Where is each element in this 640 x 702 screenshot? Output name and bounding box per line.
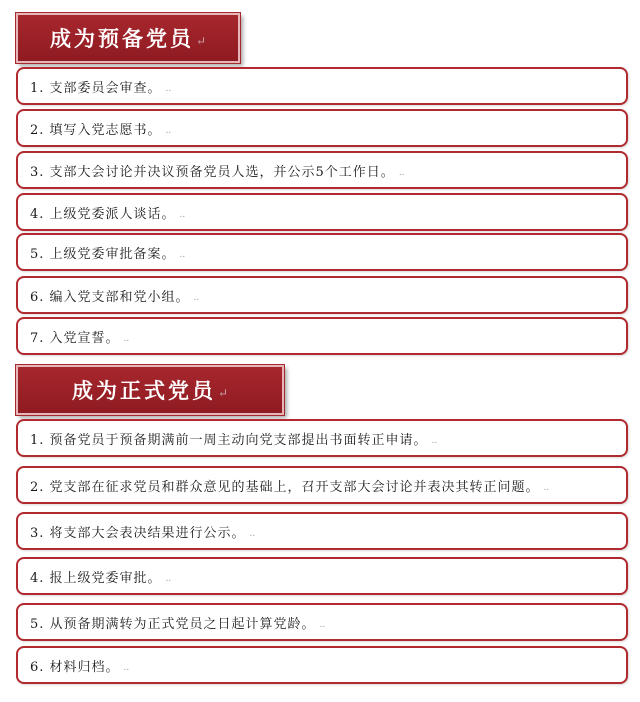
section-title-text: 成为预备党员 [49,26,194,51]
step-text: 2. 填写入党志愿书。 [30,122,162,138]
list-item [16,419,628,457]
list-item [16,193,628,231]
step-end-mark: .. [431,436,438,446]
section-title-text: 成为正式党员 [71,378,216,403]
step-text: 4. 上级党委派人谈话。 [30,206,176,222]
paragraph-mark: ↵ [195,34,207,48]
step-text: 2. 党支部在征求党员和群众意见的基础上，召开支部大会讨论并表决其转正问题。 [30,479,540,495]
list-item [16,67,628,105]
step-text: 4. 报上级党委审批。 [30,570,162,586]
step-text: 6. 编入党支部和党小组。 [30,289,190,305]
list-item [16,512,628,550]
step-end-mark: .. [249,529,256,539]
step-text: 5. 从预备期满转为正式党员之日起计算党龄。 [30,616,316,632]
step-text: 5. 上级党委审批备案。 [30,246,176,262]
list-item [16,603,628,641]
step-text: 3. 将支部大会表决结果进行公示。 [30,525,246,541]
step-end-mark: .. [123,663,130,673]
step-text: 3. 支部大会讨论并决议预备党员人选，并公示5个工作日。 [30,164,395,180]
step-end-mark: .. [179,250,186,260]
step-end-mark: .. [165,574,172,584]
list-item [16,646,628,684]
step-end-mark: .. [123,334,130,344]
list-item [16,276,628,314]
step-text: 1. 预备党员于预备期满前一周主动向党支部提出书面转正申请。 [30,432,428,448]
step-end-mark: .. [165,126,172,136]
list-item [16,233,628,271]
step-end-mark: .. [543,483,550,493]
step-text: 6. 材料归档。 [30,659,120,675]
step-text: 7. 入党宣誓。 [30,330,120,346]
step-end-mark: .. [319,620,326,630]
list-item [16,151,628,189]
step-end-mark: .. [398,168,405,178]
step-end-mark: .. [165,84,172,94]
list-item [16,557,628,595]
list-item [16,466,628,504]
paragraph-mark: ↵ [217,386,229,400]
step-text: 1. 支部委员会审查。 [30,80,162,96]
section-title-probationary [16,13,240,63]
step-end-mark: .. [193,293,200,303]
section-title-full-member [16,365,284,415]
list-item [16,109,628,147]
list-item [16,317,628,355]
step-end-mark: .. [179,210,186,220]
